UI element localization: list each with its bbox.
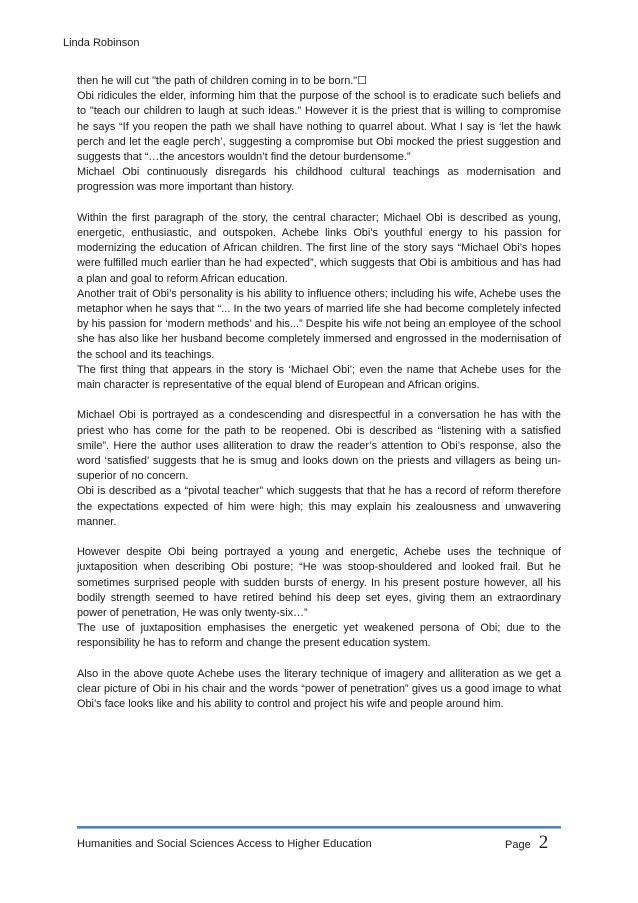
paragraph: Obi is described as a “pivotal teacher” which suggests that that he has a record of reform therefore the expectations expected of him were high; this may explain his zealousness and unwavering manner.: [77, 485, 561, 528]
paragraph-gap: [77, 393, 561, 408]
page-label: Page: [505, 839, 531, 851]
footer-divider: [77, 826, 561, 829]
paragraph-gap: [77, 652, 561, 667]
paragraph: The use of juxtaposition emphasises the energetic yet weakened persona of Obi; due to the responsibility he has to reform and change the present education system.: [77, 622, 561, 650]
paragraph: then he will cut "the path of children coming in to be born."☐: [77, 75, 367, 87]
paragraph-gap: [77, 196, 561, 211]
document-body: [77, 74, 561, 712]
paragraph: Michael Obi is portrayed as a condescending and disrespectful in a conversation he has with the priest who has come for the path to be reopened. Obi is described as “listening with a satisfied smile”. Here the author uses alliteration to draw the reader’s attention to Obi’s response, also the word ‘satisfied’ suggests that he is smug and looks down on the priests and villagers as being un-superior of no concern.: [77, 409, 561, 483]
footer-course-title: Humanities and Social Sciences Access to Higher Education: [77, 838, 372, 850]
page-number-block: [505, 832, 548, 854]
paragraph: However despite Obi being portrayed a young and energetic, Achebe uses the technique of juxtaposition when describing Obi posture; “He was stoop-shouldered and looked frail. But he sometimes surprised people with sudden bursts of energy. In his present posture however, all his bodily strength seemed to have retired behind his deep set eyes, giving them an extraordinary power of penetration, He was only twenty-six…”: [77, 546, 561, 620]
paragraph: Obi ridicules the elder, informing him that the purpose of the school is to eradicate such beliefs and to "teach our children to laugh at such ideas." However it is the priest that is willing to compromise he says “If you reopen the path we shall have nothing to quarrel about. What I say is ‘let the hawk perch and let the eagle perch’, suggesting a compromise but Obi mocked the priest suggestion and suggests that “…the ancestors wouldn’t find the detour burdensome.”: [77, 90, 561, 164]
paragraph-gap: [77, 530, 561, 545]
paragraph: Within the first paragraph of the story, the central character; Michael Obi is described as young, energetic, enthusiastic, and outspoken. Achebe links Obi’s youthful energy to his passion for modernizing the education of African children. The first line of the story says “Michael Obi’s hopes were fulfilled much earlier than he had expected”, which suggests that Obi is ambitious and has had a plan and goal to reform African education.: [77, 211, 561, 285]
page-number: 2: [538, 832, 549, 853]
paragraph: Also in the above quote Achebe uses the literary technique of imagery and alliteration as we get a clear picture of Obi in his chair and the words “power of penetration” gives us a good image to what Obi’s face looks like and his ability to control and project his wife and people around him.: [77, 667, 561, 711]
paragraph: The first thing that appears in the story is ‘Michael Obi’; even the name that Achebe uses for the main character is representative of the equal blend of European and African origins.: [77, 363, 561, 392]
paragraph: Another trait of Obi’s personality is his ability to influence others; including his wife, Achebe uses the metaphor when he says that “... In the two years of married life she had become completely infected by his passion for ‘modern methods’ and his...” Despite his wife not being an employee of the school she has also like her husband become completely immersed and engrossed in the modernisation of the school and its teachings.: [77, 287, 561, 361]
paragraph: Michael Obi continuously disregards his childhood cultural teachings as modernisation and progression was more important than history.: [77, 166, 561, 194]
page-header-author: Linda Robinson: [63, 37, 140, 49]
